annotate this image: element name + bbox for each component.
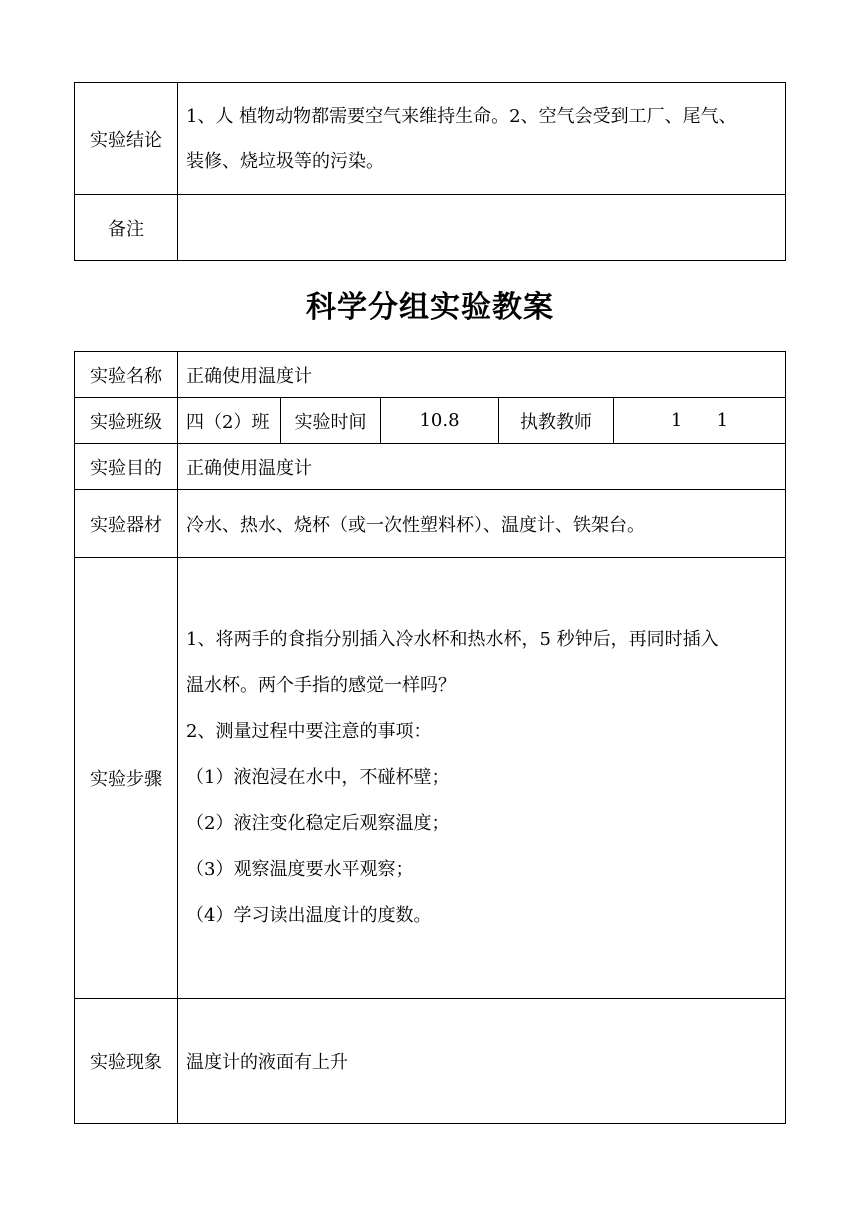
teacher-label: 执教教师	[499, 398, 614, 444]
step-line: （3）观察温度要水平观察；	[186, 859, 414, 880]
conclusion-line-1: 1、人 植物动物都需要空气来维持生命。2、空气会受到工厂、尾气、	[186, 105, 737, 127]
step-line: 2、测量过程中要注意的事项：	[186, 721, 432, 742]
step-line: 1、将两手的食指分别插入冷水杯和热水杯，5 秒钟后，再同时插入	[186, 629, 719, 650]
equipment-value: 冷水、热水、烧杯（或一次性塑料杯）、温度计、铁架台。	[178, 490, 786, 558]
conclusion-label: 实验结论	[75, 83, 178, 195]
steps-value	[178, 558, 786, 999]
step-line: 温水杯。两个手指的感觉一样吗？	[186, 675, 456, 696]
step-line: （2）液注变化稳定后观察温度；	[186, 813, 450, 834]
name-value: 正确使用温度计	[178, 352, 786, 398]
teacher-value: 1 1	[614, 398, 786, 444]
class-label: 实验班级	[75, 398, 178, 444]
steps-label: 实验步骤	[75, 558, 178, 999]
phenomenon-label: 实验现象	[75, 999, 178, 1124]
purpose-value: 正确使用温度计	[178, 444, 786, 490]
time-value: 10.8	[381, 398, 499, 444]
page-title: 科学分组实验教案	[306, 290, 554, 325]
step-line: （4）学习读出温度计的度数。	[186, 905, 432, 926]
phenomenon-value: 温度计的液面有上升	[178, 999, 786, 1124]
step-line: （1）液泡浸在水中，不碰杯壁；	[186, 767, 450, 788]
conclusion-value	[178, 83, 786, 195]
experiment-table	[74, 351, 786, 1124]
remark-value	[178, 195, 786, 261]
conclusion-line-2: 装修、烧垃圾等的污染。	[186, 150, 384, 172]
remark-label: 备注	[75, 195, 178, 261]
class-value: 四（2）班	[178, 398, 281, 444]
conclusion-table	[74, 82, 786, 261]
purpose-label: 实验目的	[75, 444, 178, 490]
name-label: 实验名称	[75, 352, 178, 398]
equipment-label: 实验器材	[75, 490, 178, 558]
time-label: 实验时间	[281, 398, 381, 444]
